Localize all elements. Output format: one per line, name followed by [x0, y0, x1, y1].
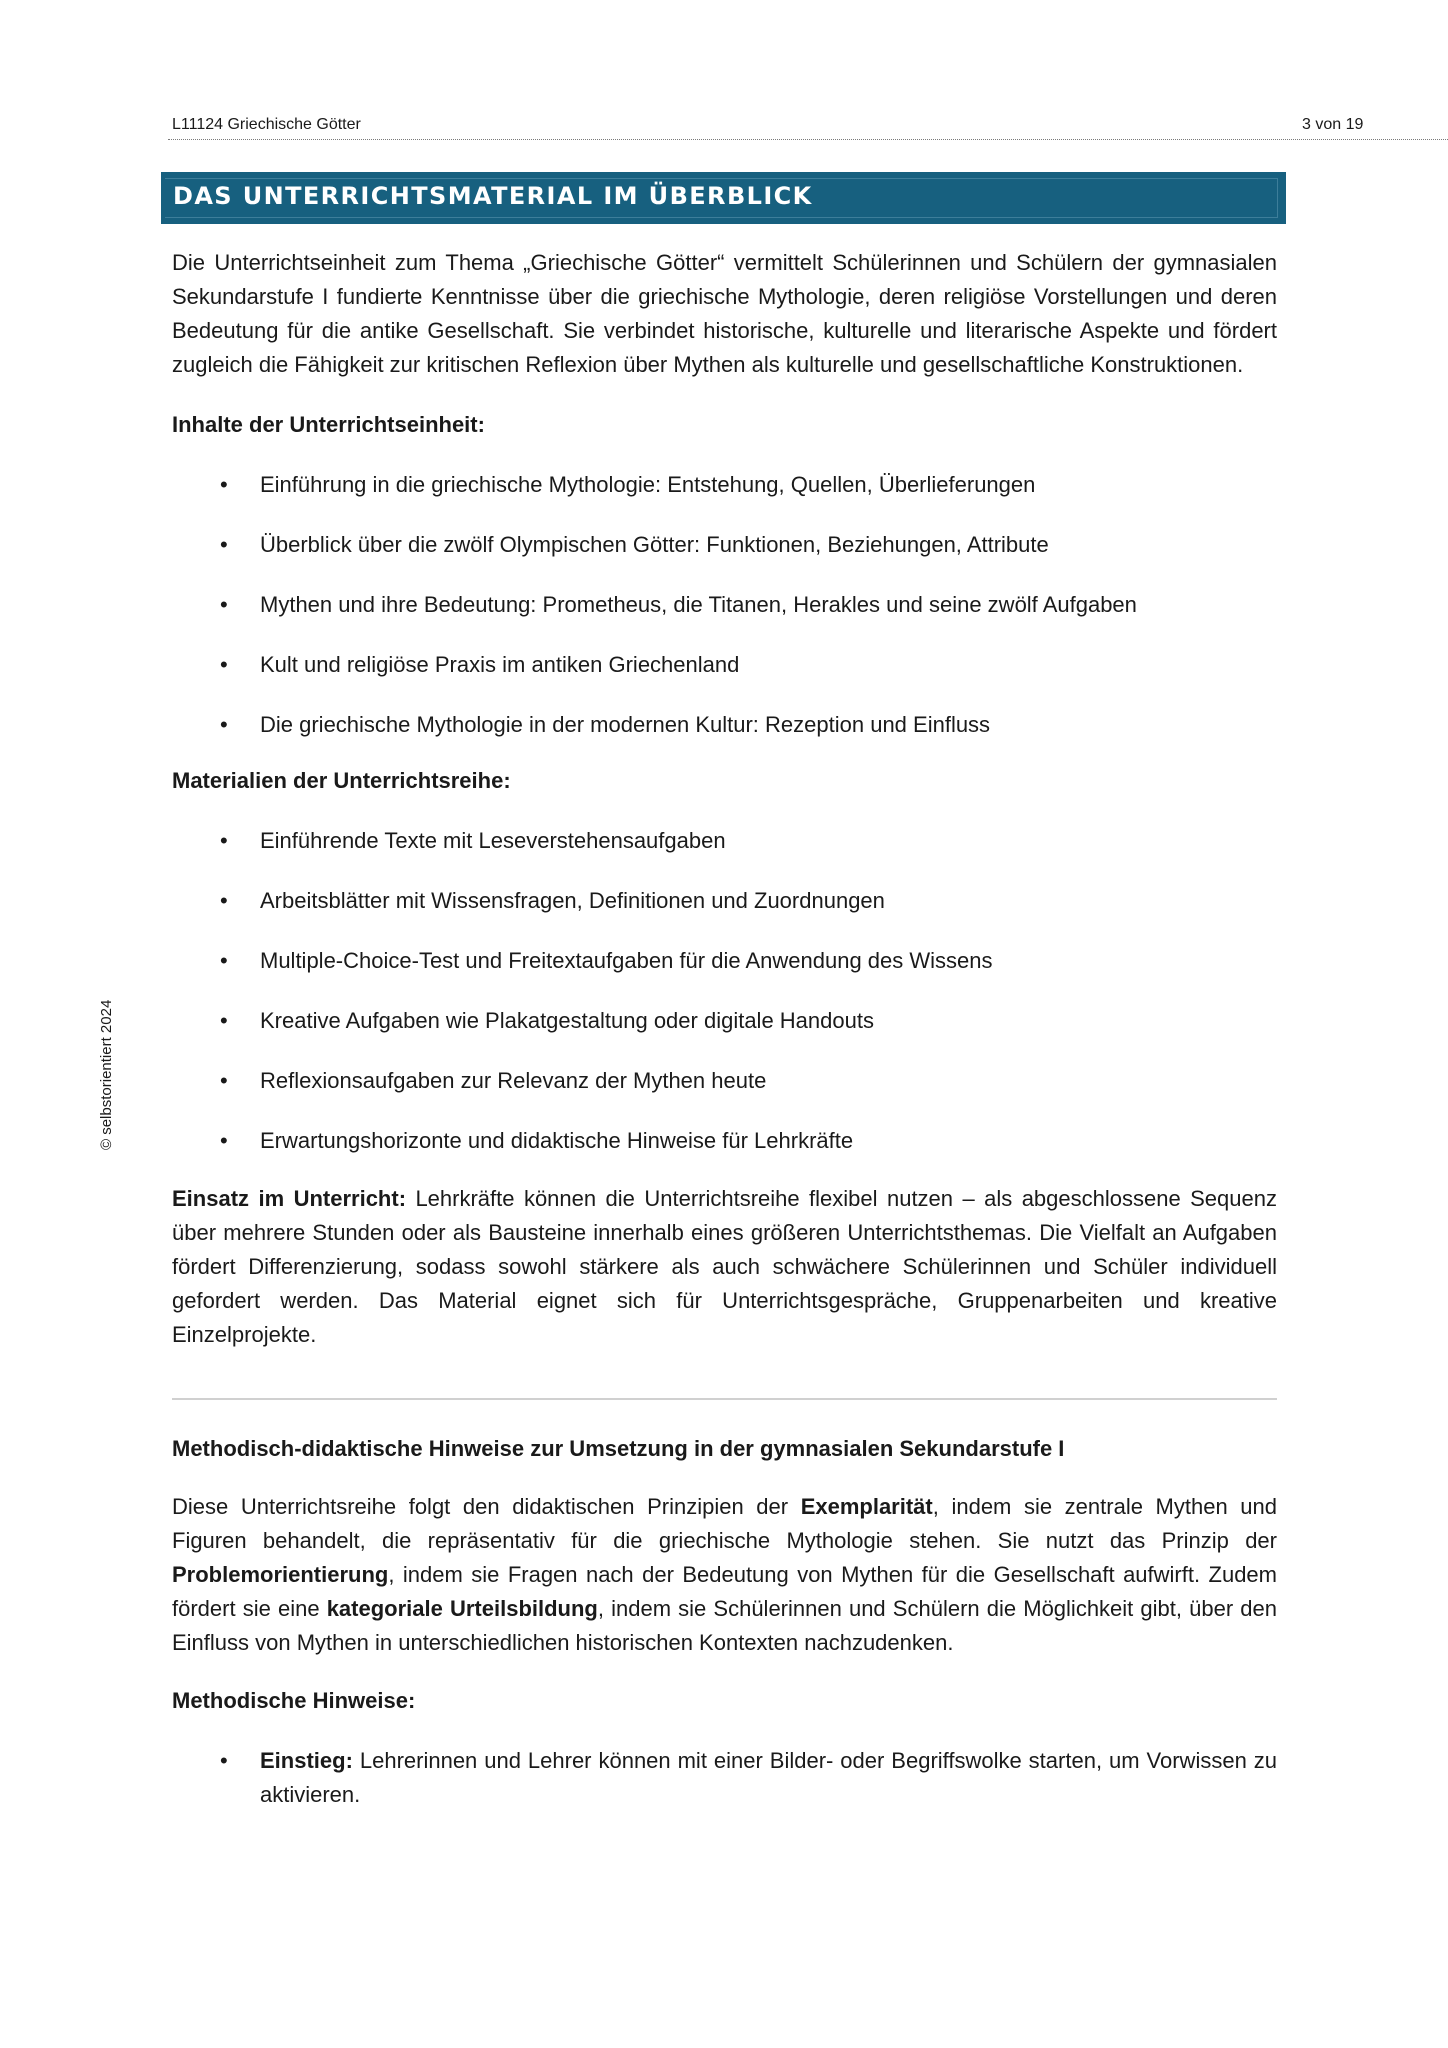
didactics-heading: Methodisch-didaktische Hinweise zur Umsetzung in der gymnasialen Sekundarstufe I: [172, 1436, 1065, 1461]
list-item: • Reflexionsaufgaben zur Relevanz der Mythen heute: [172, 1064, 1277, 1098]
list-item: • Einführende Texte mit Leseverstehensaufgaben: [172, 824, 1277, 858]
horizontal-divider: [172, 1398, 1277, 1400]
page-content: [172, 246, 1277, 1812]
usage-paragraph: Einsatz im Unterricht: Lehrkräfte können die Unterrichtsreihe flexibel nutzen – als abgeschlossene Sequenz über mehrere Stunden oder als Bausteine innerhalb eines größeren Unterrichtsthemas. Die Vielfalt an Aufgaben fördert Differenzierung, sodass sowohl stärkere als auch schwächere Schülerinnen und Schüler individuell gefordert werden. Das Material eignet sich für Unterrichtsgespräche, Gruppenarbeiten und kreative Einzelprojekte.: [172, 1186, 1277, 1347]
materials-list: [172, 824, 1277, 1158]
bullet-icon: •: [220, 948, 228, 973]
term-exemplaritaet: Exemplarität: [800, 1494, 933, 1519]
list-item: • Mythen und ihre Bedeutung: Prometheus, die Titanen, Herakles und seine zwölf Aufgaben: [172, 588, 1277, 622]
list-item: • Überblick über die zwölf Olympischen Götter: Funktionen, Beziehungen, Attribute: [172, 528, 1277, 562]
page-header: [168, 113, 1448, 140]
materials-heading: Materialien der Unterrichtsreihe:: [172, 768, 511, 793]
term-urteilsbildung: kategoriale Urteilsbildung: [326, 1596, 598, 1621]
section-title: DAS UNTERRICHTSMATERIAL IM ÜBERBLICK: [173, 182, 813, 210]
list-item: • Arbeitsblätter mit Wissensfragen, Definitionen und Zuordnungen: [172, 884, 1277, 918]
didactics-paragraph: Diese Unterrichtsreihe folgt den didaktischen Prinzipien der Exemplarität, indem sie zentrale Mythen und Figuren behandelt, die repräsentativ für die griechische Mythologie stehen. Sie nutzt das Prinzip der Problemorientierung, indem sie Fragen nach der Bedeutung von Mythen für die Gesellschaft aufwirft. Zudem fördert sie eine kategoriale Urteilsbildung, indem sie Schülerinnen und Schülern die Möglichkeit gibt, über den Einfluss von Mythen in unterschiedlichen historischen Kontexten nachzudenken.: [172, 1494, 1277, 1655]
list-item: • Kreative Aufgaben wie Plakatgestaltung oder digitale Handouts: [172, 1004, 1277, 1038]
copyright-note: © selbstorientiert 2024: [98, 999, 115, 1150]
term-problemorientierung: Problemorientierung: [172, 1562, 389, 1587]
bullet-icon: •: [220, 1128, 228, 1153]
contents-heading: Inhalte der Unterrichtseinheit:: [172, 412, 485, 437]
bullet-icon: •: [220, 888, 228, 913]
list-item: • Die griechische Mythologie in der modernen Kultur: Rezeption und Einfluss: [172, 708, 1277, 742]
bullet-icon: •: [220, 532, 228, 557]
methods-heading: Methodische Hinweise:: [172, 1688, 416, 1713]
bullet-icon: •: [220, 1748, 228, 1773]
bullet-icon: •: [220, 472, 228, 497]
bullet-icon: •: [220, 1008, 228, 1033]
list-item: • Erwartungshorizonte und didaktische Hinweise für Lehrkräfte: [172, 1124, 1277, 1158]
list-item: • Einführung in die griechische Mythologie: Entstehung, Quellen, Überlieferungen: [172, 468, 1277, 502]
contents-list: [172, 468, 1277, 742]
intro-paragraph: Die Unterrichtseinheit zum Thema „Griechische Götter“ vermittelt Schülerinnen und Schülern der gymnasialen Sekundarstufe I fundierte Kenntnisse über die griechische Mythologie, deren religiöse Vorstellungen und deren Bedeutung für die antike Gesellschaft. Sie verbindet historische, kulturelle und literarische Aspekte und fördert zugleich die Fähigkeit zur kritischen Reflexion über Mythen als kulturelle und gesellschaftliche Konstruktionen.: [172, 250, 1277, 377]
section-banner: [161, 172, 1286, 224]
methods-list: [172, 1744, 1277, 1812]
page-number: 3 von 19: [1302, 116, 1364, 133]
bullet-icon: •: [220, 652, 228, 677]
bullet-icon: •: [220, 712, 228, 737]
list-item: • Einstieg: Lehrerinnen und Lehrer können mit einer Bilder- oder Begriffswolke starten, um Vorwissen zu aktivieren.: [172, 1744, 1277, 1812]
bullet-icon: •: [220, 828, 228, 853]
document-title: L11124 Griechische Götter: [172, 116, 361, 133]
list-item: • Kult und religiöse Praxis im antiken Griechenland: [172, 648, 1277, 682]
list-item: • Multiple-Choice-Test und Freitextaufgaben für die Anwendung des Wissens: [172, 944, 1277, 978]
bullet-icon: •: [220, 592, 228, 617]
bullet-icon: •: [220, 1068, 228, 1093]
usage-label: Einsatz im Unterricht:: [172, 1186, 407, 1211]
